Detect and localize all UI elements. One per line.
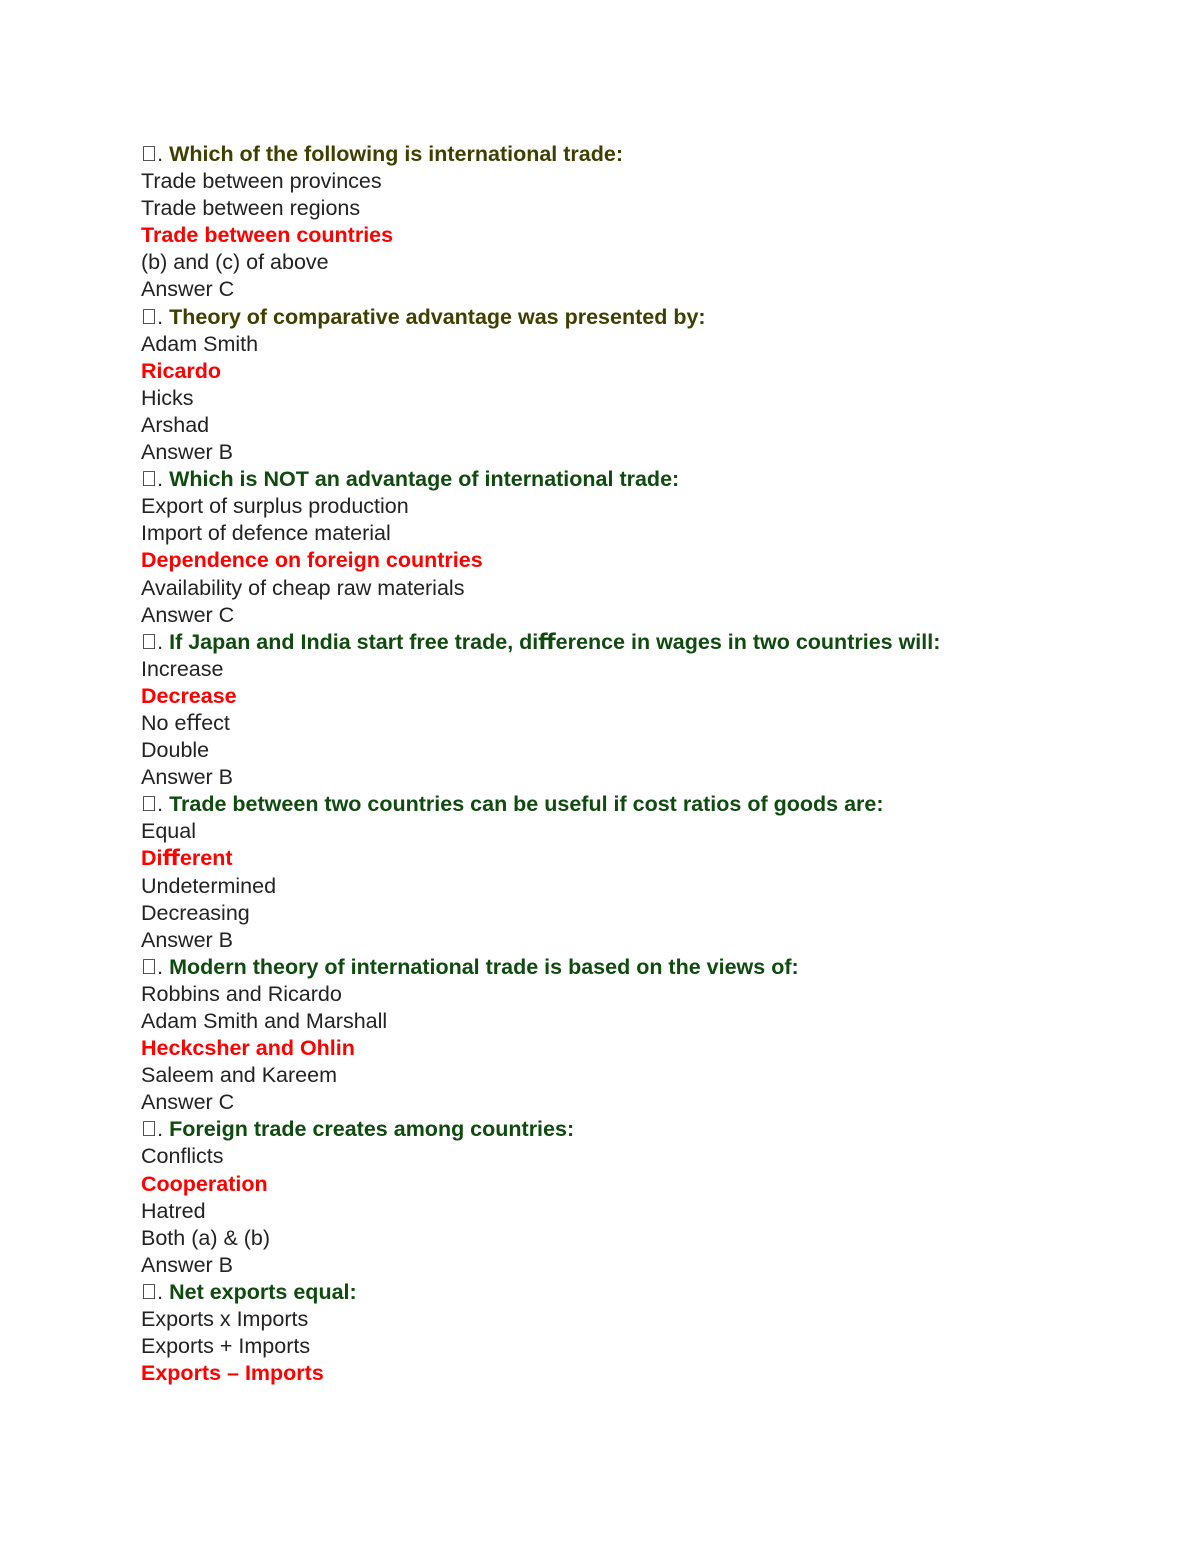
- question-5: [141, 791, 1141, 818]
- question-text: If Japan and India start free trade, diﬀerence in wages in two countries will:: [152, 629, 925, 654]
- option: Double: [141, 738, 210, 763]
- question-8: [141, 1279, 1141, 1306]
- quiz-document: [141, 141, 1141, 1387]
- question-text: Trade between two countries can be useful if cost ratios of goods are:: [152, 792, 868, 817]
- question-text: Which of the following is international trade:: [152, 142, 607, 166]
- correct-option: Decrease: [141, 683, 237, 708]
- option: No eﬀect: [141, 710, 230, 735]
- option: Hatred: [141, 1198, 206, 1223]
- bullet-marker-icon: .: [141, 792, 147, 817]
- option: Arshad: [141, 412, 210, 437]
- correct-option: Exports – Imports: [141, 1361, 324, 1386]
- option: Adam Smith: [141, 331, 259, 356]
- question-text: Modern theory of international trade is based on the views of:: [152, 954, 783, 979]
- correct-option: Cooperation: [141, 1171, 268, 1196]
- bullet-marker-icon: .: [141, 142, 147, 166]
- question-text: Which is NOT an advantage of international trade:: [152, 467, 664, 492]
- question-4: [141, 629, 1141, 656]
- question-text: Foreign trade creates among countries:: [152, 1117, 558, 1142]
- question-2: [141, 304, 1141, 331]
- correct-option: Trade between countries: [141, 223, 394, 248]
- answer-key: Answer B: [141, 1252, 234, 1277]
- bullet-marker-icon: .: [141, 1279, 147, 1304]
- question-text: Net exports equal:: [152, 1279, 341, 1304]
- option: Trade between provinces: [141, 169, 382, 194]
- answer-key: Answer C: [141, 1090, 235, 1115]
- option: Hicks: [141, 385, 194, 410]
- option: Availability of cheap raw materials: [141, 575, 465, 600]
- option: Import of defence material: [141, 521, 391, 546]
- answer-key: Answer B: [141, 440, 234, 465]
- option: Increase: [141, 656, 224, 681]
- question-3: [141, 466, 1141, 493]
- option: Export of surplus production: [141, 494, 409, 519]
- question-1: [141, 141, 1141, 168]
- option: Undetermined: [141, 873, 277, 898]
- correct-option: Heckcsher and Ohlin: [141, 1036, 355, 1061]
- correct-option: Dependence on foreign countries: [141, 548, 483, 573]
- option: Conﬂicts: [141, 1144, 224, 1169]
- option: Decreasing: [141, 900, 250, 925]
- option: Exports + Imports: [141, 1334, 311, 1359]
- answer-key: Answer B: [141, 927, 234, 952]
- answer-key: Answer C: [141, 602, 235, 627]
- correct-option: Ricardo: [141, 358, 222, 383]
- answer-key: Answer C: [141, 277, 235, 302]
- bullet-marker-icon: .: [141, 1117, 147, 1142]
- option: (b) and (c) of above: [141, 250, 329, 275]
- question-text: Theory of comparative advantage was presented by:: [152, 304, 690, 329]
- option: Trade between regions: [141, 196, 361, 221]
- option: Both (a) & (b): [141, 1225, 271, 1250]
- option: Exports x Imports: [141, 1307, 309, 1332]
- option: Saleem and Kareem: [141, 1063, 337, 1088]
- correct-option: Diﬀerent: [141, 846, 233, 871]
- option: Equal: [141, 819, 196, 844]
- bullet-marker-icon: .: [141, 954, 147, 979]
- option: Robbins and Ricardo: [141, 981, 342, 1006]
- question-6: [141, 954, 1141, 981]
- answer-key: Answer B: [141, 765, 234, 790]
- bullet-marker-icon: .: [141, 629, 147, 654]
- option: Adam Smith and Marshall: [141, 1009, 388, 1033]
- question-7: [141, 1116, 1141, 1143]
- bullet-marker-icon: .: [141, 467, 147, 492]
- bullet-marker-icon: .: [141, 304, 147, 329]
